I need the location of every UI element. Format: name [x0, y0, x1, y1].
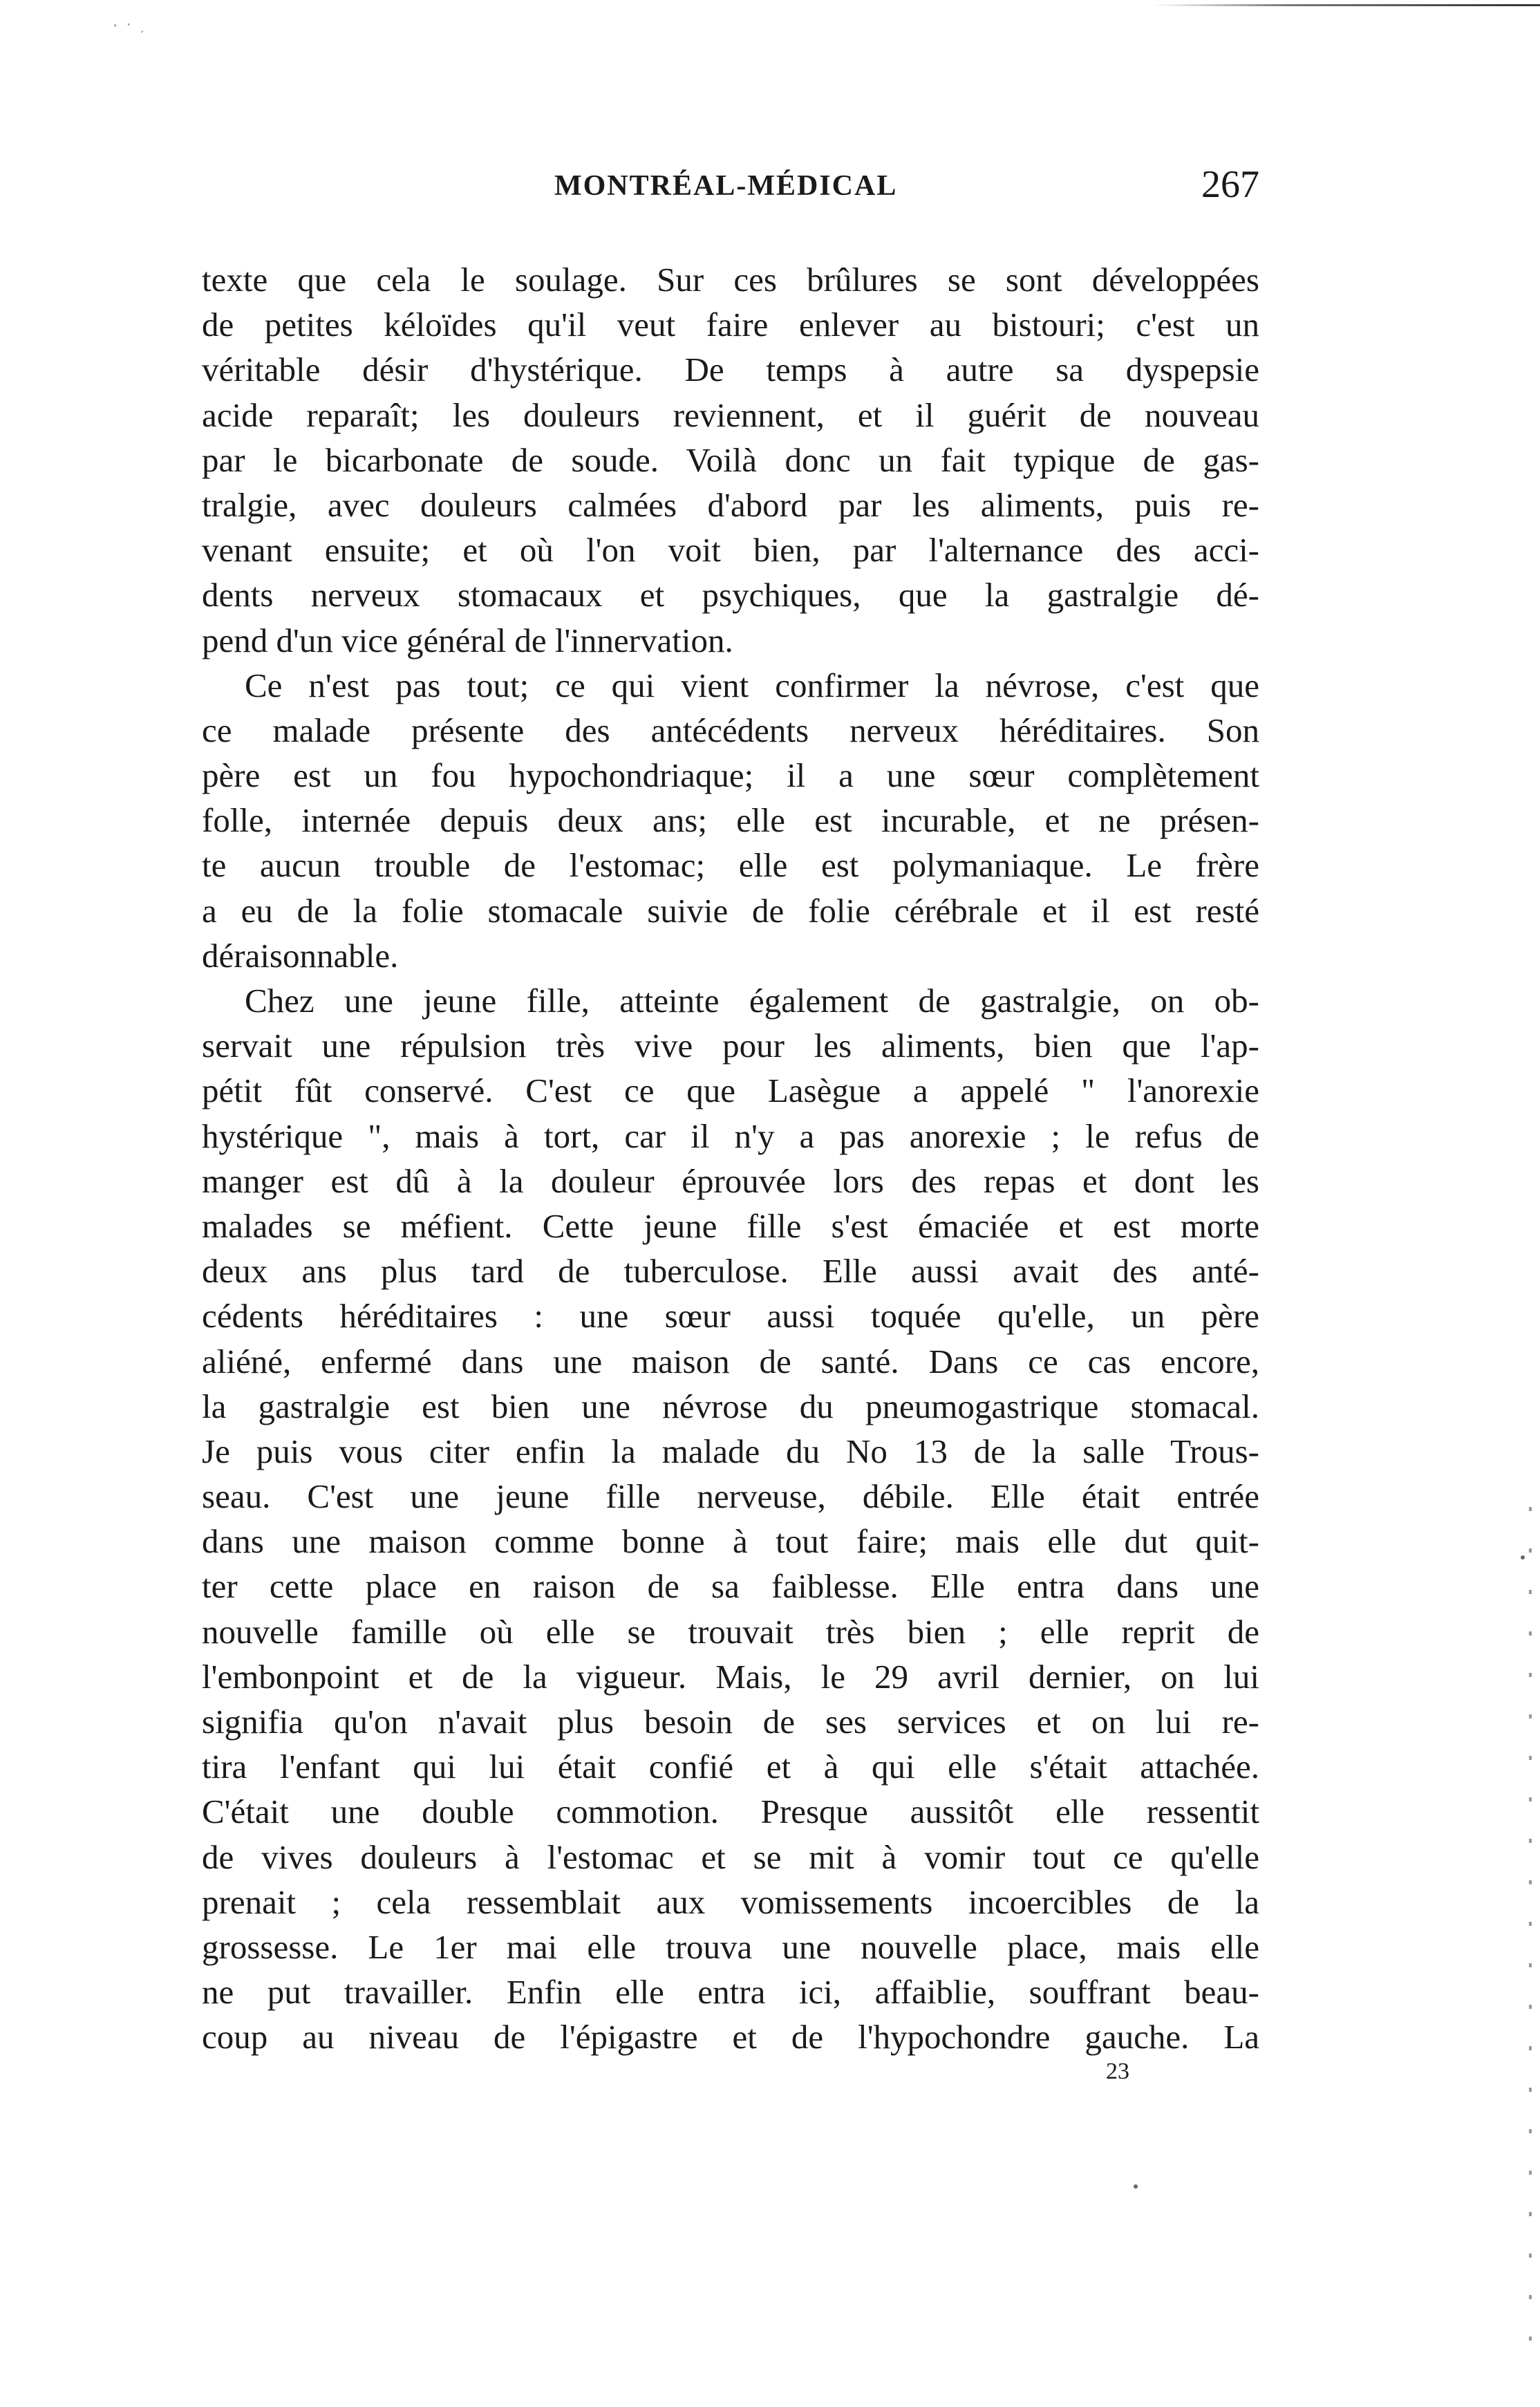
running-title: MONTRÉAL-MÉDICAL — [554, 170, 898, 202]
scan-edge-rule — [1153, 4, 1540, 6]
text-line: pétit fût conservé. C'est ce que Lasègue a appelé " l'anorexie — [202, 1071, 1259, 1110]
text-line: texte que cela le soulage. Sur ces brûlures se sont développées — [202, 261, 1259, 299]
text-line: C'était une double commotion. Presque aussitôt elle ressentit — [202, 1792, 1259, 1831]
text-line: Je puis vous citer enfin la malade du No 13 de la salle Trous- — [202, 1432, 1259, 1470]
body-text — [202, 257, 1259, 2060]
text-line: père est un fou hypochondriaque; il a une sœur complètement — [202, 756, 1259, 795]
text-line: aliéné, enfermé dans une maison de santé. Dans ce cas encore, — [202, 1342, 1259, 1380]
text-line: par le bicarbonate de soude. Voilà donc un fait typique de gas- — [202, 440, 1259, 479]
text-line: acide reparaît; les douleurs reviennent, et il guérit de nouveau — [202, 395, 1259, 434]
text-line: coup au niveau de l'épigastre et de l'hypochondre gauche. La — [202, 2018, 1259, 2057]
text-line: pend d'un vice général de l'innervation. — [202, 621, 733, 659]
text-line: déraisonnable. — [202, 936, 399, 975]
text-line: deux ans plus tard de tuberculose. Elle aussi avait des anté- — [202, 1252, 1259, 1291]
text-line: ne put travailler. Enfin elle entra ici, affaiblie, souffrant beau- — [202, 1973, 1259, 2012]
text-line: ter cette place en raison de sa faiblesse. Elle entra dans une — [202, 1567, 1259, 1606]
text-line: te aucun trouble de l'estomac; elle est polymaniaque. Le frère — [202, 846, 1259, 885]
text-line: de vives douleurs à l'estomac et se mit à vomir tout ce qu'elle — [202, 1837, 1259, 1876]
text-line: nouvelle famille où elle se trouvait très bien ; elle reprit de — [202, 1612, 1259, 1651]
text-line: malades se méfient. Cette jeune fille s'est émaciée et est morte — [202, 1206, 1259, 1245]
text-line: manger est dû à la douleur éprouvée lors des repas et dont les — [202, 1161, 1259, 1200]
text-line: de petites kéloïdes qu'il veut faire enlever au bistouri; c'est un — [202, 306, 1259, 344]
text-line: dents nerveux stomacaux et psychiques, que la gastralgie dé- — [202, 576, 1259, 615]
text-line: venant ensuite; et où l'on voit bien, par l'alternance des acci- — [202, 531, 1259, 570]
text-line: l'embonpoint et de la vigueur. Mais, le 29 avril dernier, on lui — [202, 1657, 1259, 1696]
text-line: Ce n'est pas tout; ce qui vient confirmer la névrose, c'est que — [245, 666, 1259, 704]
text-line: Chez une jeune fille, atteinte également de gastralgie, on ob- — [245, 982, 1259, 1020]
text-line: seau. C'est une jeune fille nerveuse, débile. Elle était entrée — [202, 1477, 1259, 1516]
text-line: ce malade présente des antécédents nerveux héréditaires. Son — [202, 711, 1259, 749]
text-line: signifia qu'on n'avait plus besoin de ses services et on lui re- — [202, 1703, 1259, 1741]
text-line: tira l'enfant qui lui était confié et à qui elle s'était attachée. — [202, 1748, 1259, 1786]
text-line: dans une maison comme bonne à tout faire; mais elle dut quit- — [202, 1522, 1259, 1561]
scan-specks: ·⸱ˏ — [111, 17, 154, 35]
signature-mark: 23 — [1106, 2059, 1129, 2084]
text-line: prenait ; cela ressemblait aux vomissements incoercibles de la — [202, 1882, 1259, 1921]
text-line: véritable désir d'hystérique. De temps à autre sa dyspepsie — [202, 350, 1259, 389]
text-line: cédents héréditaires : une sœur aussi toquée qu'elle, un père — [202, 1297, 1259, 1336]
page-header — [202, 162, 1259, 218]
scan-speck — [1521, 1555, 1525, 1560]
text-line: hystérique ", mais à tort, car il n'y a pas anorexie ; le refus de — [202, 1116, 1259, 1155]
text-line: tralgie, avec douleurs calmées d'abord par les aliments, puis re- — [202, 485, 1259, 524]
text-line: grossesse. Le 1er mai elle trouva une nouvelle place, mais elle — [202, 1927, 1259, 1966]
scan-edge-marks — [1529, 1507, 1532, 2371]
text-line: a eu de la folie stomacale suivie de folie cérébrale et il est resté — [202, 891, 1259, 930]
scan-speck — [1134, 2184, 1138, 2189]
page-number: 267 — [1201, 163, 1259, 206]
text-line: folle, internée depuis deux ans; elle est incurable, et ne présen- — [202, 801, 1259, 840]
text-line: servait une répulsion très vive pour les aliments, bien que l'ap- — [202, 1027, 1259, 1065]
text-line: la gastralgie est bien une névrose du pneumogastrique stomacal. — [202, 1387, 1259, 1425]
